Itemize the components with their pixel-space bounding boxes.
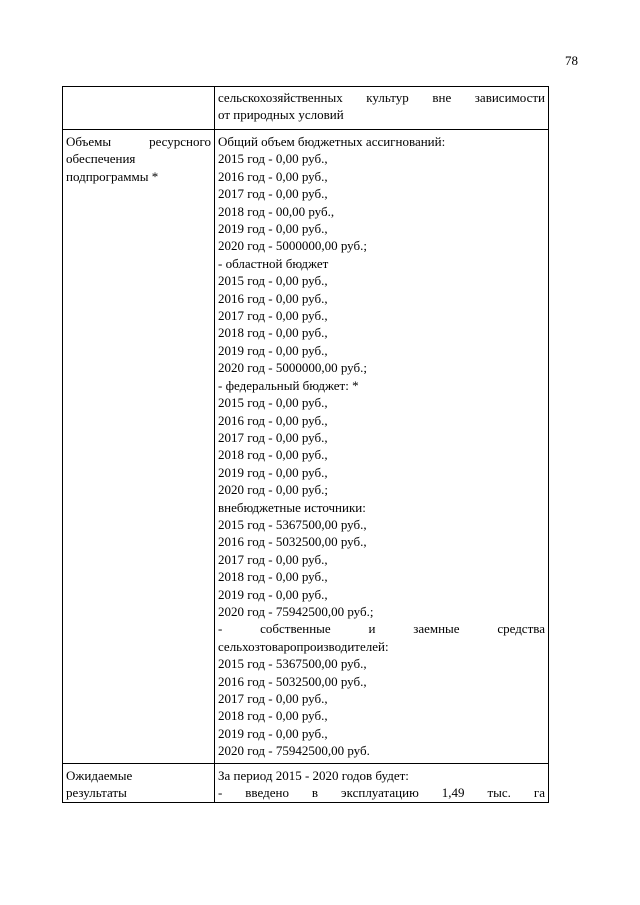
budget-line: 2017 год - 0,00 руб., — [218, 551, 328, 567]
budget-line: 2018 год - 0,00 руб., — [218, 708, 328, 724]
label-line: результаты — [66, 785, 127, 801]
budget-line: внебюджетные источники: — [218, 499, 366, 515]
table-row-expected-results — [63, 763, 549, 803]
budget-line: 2019 год - 0,00 руб., — [218, 342, 328, 358]
budget-line: - областной бюджет — [218, 255, 329, 271]
page-number: 78 — [565, 53, 578, 68]
budget-line: 2015 год - 0,00 руб., — [218, 395, 328, 411]
budget-line: 2016 год - 5032500,00 руб., — [218, 534, 367, 550]
budget-line: 2018 год - 0,00 руб., — [218, 447, 328, 463]
budget-line: 2020 год - 75942500,00 руб. — [218, 743, 370, 759]
expected-label-cell — [63, 763, 215, 803]
budget-line: - собственные и заемные средства — [218, 621, 545, 637]
budget-line: 2015 год - 0,00 руб., — [218, 273, 328, 289]
budget-line: 2016 год - 0,00 руб., — [218, 168, 328, 184]
continuation-left-cell — [63, 87, 215, 130]
resources-value-cell — [215, 130, 549, 764]
budget-line: 2019 год - 0,00 руб., — [218, 464, 328, 480]
budget-line: 2015 год - 5367500,00 руб., — [218, 516, 367, 532]
budget-line: 2016 год - 0,00 руб., — [218, 290, 328, 306]
budget-line: 2015 год - 0,00 руб., — [218, 151, 328, 167]
budget-line: 2020 год - 5000000,00 руб.; — [218, 238, 367, 254]
expected-value-cell — [215, 763, 549, 803]
result-line: За период 2015 - 2020 годов будет: — [218, 767, 409, 783]
budget-line: 2017 год - 0,00 руб., — [218, 308, 328, 324]
label-line: подпрограммы * — [66, 168, 159, 184]
budget-line: - федеральный бюджет: * — [218, 377, 359, 393]
document-table — [62, 86, 549, 803]
table-row-resources — [63, 130, 549, 764]
budget-line: 2019 год - 0,00 руб., — [218, 725, 328, 741]
budget-line: 2018 год - 0,00 руб., — [218, 325, 328, 341]
budget-line: 2020 год - 75942500,00 руб.; — [218, 603, 374, 619]
budget-line: 2016 год - 0,00 руб., — [218, 412, 328, 428]
text-line: от природных условий — [218, 107, 344, 123]
label-line: Ожидаемые — [66, 767, 133, 783]
budget-line: 2017 год - 0,00 руб., — [218, 186, 328, 202]
budget-line: 2020 год - 0,00 руб.; — [218, 482, 328, 498]
text-line: сельскохозяйственных культур вне зависимости — [218, 90, 545, 105]
result-line: - введено в эксплуатацию 1,49 тыс. га — [218, 785, 545, 801]
budget-line: 2016 год - 5032500,00 руб., — [218, 673, 367, 689]
continuation-right-cell — [215, 87, 549, 130]
budget-line: 2020 год - 5000000,00 руб.; — [218, 360, 367, 376]
label-line: Объемы ресурсного — [66, 134, 211, 149]
budget-line: 2017 год - 0,00 руб., — [218, 429, 328, 445]
label-line: обеспечения — [66, 151, 136, 167]
budget-line: 2017 год - 0,00 руб., — [218, 691, 328, 706]
budget-line: 2019 год - 0,00 руб., — [218, 586, 328, 602]
resources-label-cell — [63, 130, 215, 764]
budget-line: 2015 год - 5367500,00 руб., — [218, 656, 367, 672]
budget-line: 2018 год - 0,00 руб., — [218, 569, 328, 585]
table-row-continuation — [63, 87, 549, 130]
budget-line: сельхозтоваропроизводителей: — [218, 638, 389, 654]
budget-line: 2019 год - 0,00 руб., — [218, 221, 328, 237]
budget-line: Общий объем бюджетных ассигнований: — [218, 134, 446, 149]
budget-line: 2018 год - 00,00 руб., — [218, 203, 335, 219]
